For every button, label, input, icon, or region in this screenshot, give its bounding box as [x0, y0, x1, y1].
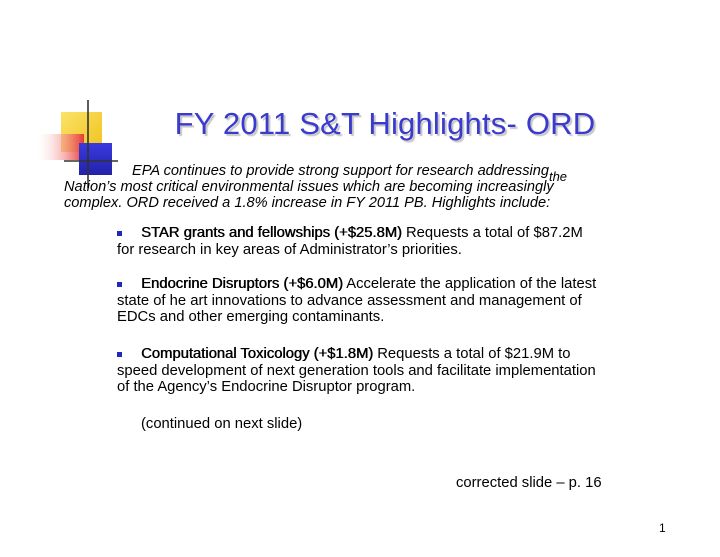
bullet-text: Accelerate the application of the latest: [342, 276, 597, 292]
bullet-endocrine-disruptors: [117, 276, 662, 326]
bullet-text: Requests a total of $21.9M to: [373, 346, 571, 362]
intro-line-3: complex. ORD received a 1.8% increase in FY 2011 PB. Highlights include:: [64, 195, 551, 211]
bullet-heading: Endocrine Disruptors (+$6.0M): [141, 276, 343, 292]
bullet-square-icon: [117, 282, 122, 287]
intro-line-2: Nation’s most critical environmental issues which are becoming increasingly: [64, 179, 554, 195]
slide-title: FY 2011 S&T Highlights- ORD: [174, 106, 596, 141]
bullet-star-grants: [117, 225, 662, 258]
bullet-text-line: state of he art innovations to advance assessment and management of: [117, 292, 582, 309]
bullet-text: Requests a total of $87.2M: [401, 225, 583, 241]
bullet-square-icon: [117, 231, 122, 236]
bullet-text-line: for research in key areas of Administrator’s priorities.: [117, 241, 462, 258]
corrected-slide-note: corrected slide – p. 16: [456, 475, 602, 491]
bullet-computational-toxicology: [117, 346, 662, 396]
bullet-text-line: of the Agency’s Endocrine Disruptor program.: [117, 379, 416, 395]
intro-line-1-tail: the: [548, 169, 568, 184]
intro-line-1: EPA continues to provide strong support for research addressingthe: [132, 163, 568, 184]
continued-note: (continued on next slide): [141, 416, 303, 432]
bullet-heading: STAR grants and fellowships (+$25.8M): [141, 225, 402, 241]
bullet-text-line: speed development of next generation tools and facilitate implementation: [117, 362, 596, 379]
bullet-text-line: EDCs and other emerging contaminants.: [117, 309, 385, 325]
bullet-heading: Computational Toxicology (+$1.8M): [141, 346, 374, 362]
intro-paragraph: [64, 163, 664, 211]
page-number: 1: [659, 521, 666, 535]
bullet-square-icon: [117, 352, 122, 357]
slide-logo-graphic: [0, 0, 120, 190]
